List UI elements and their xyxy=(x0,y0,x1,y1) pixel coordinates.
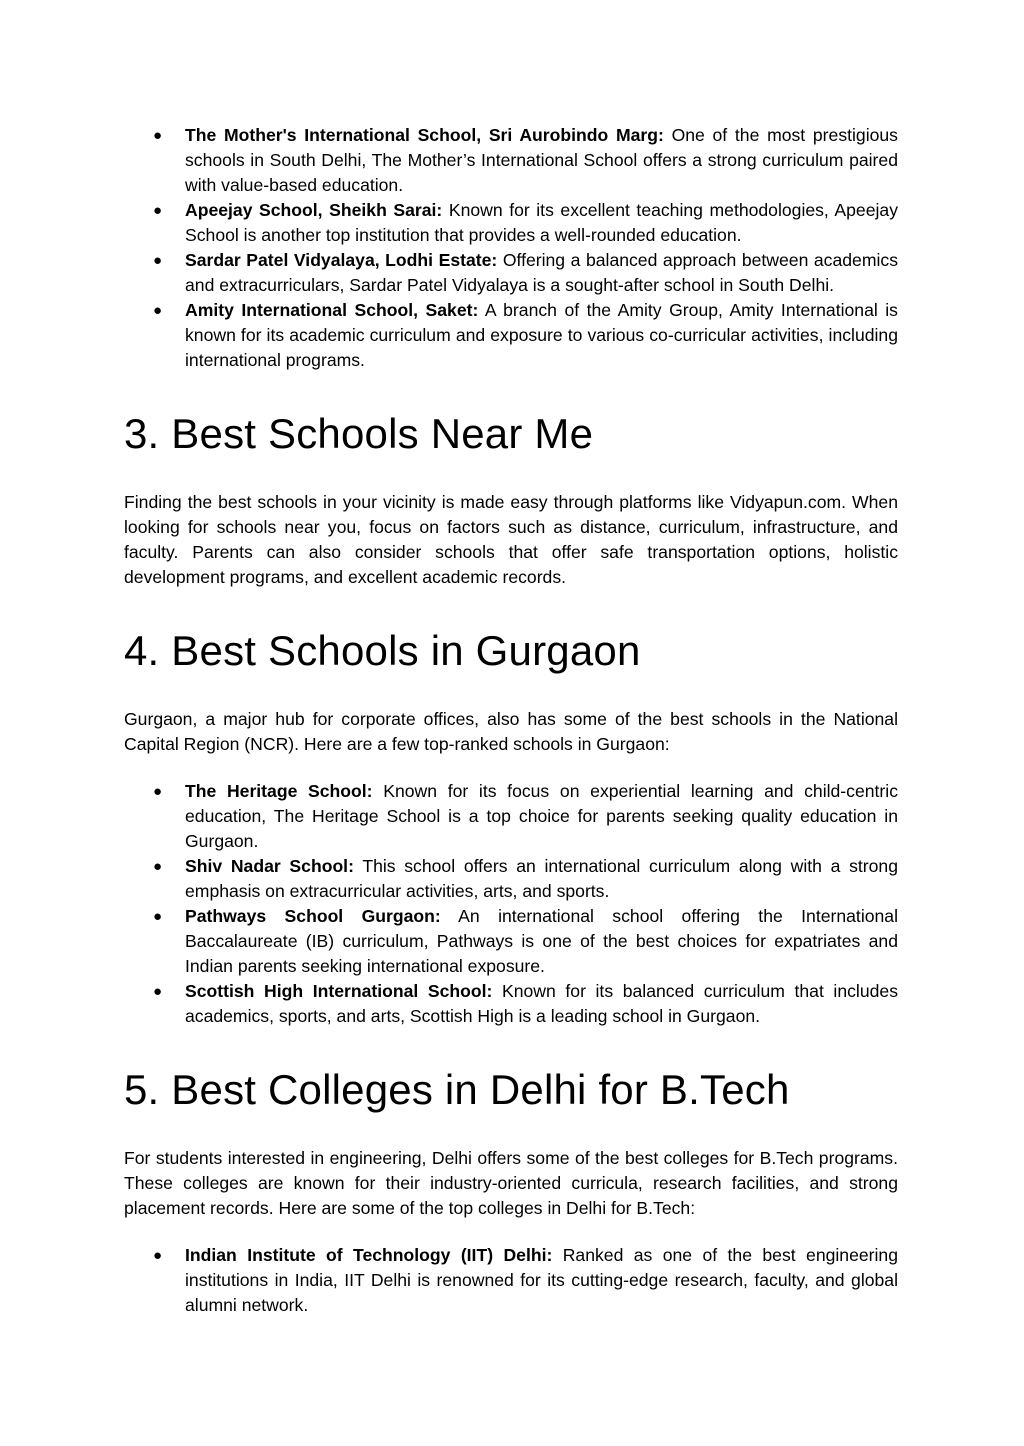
btech-college-list xyxy=(124,1243,898,1318)
list-item xyxy=(124,1243,898,1318)
school-description: This school offers an international curriculum along with a strong emphasis on extracurricular activities, arts, and sports. xyxy=(185,856,898,901)
college-description: Ranked as one of the best engineering institutions in India, IIT Delhi is renowned for its cutting-edge research, faculty, and global alumni network. xyxy=(185,1245,898,1315)
section-paragraph-colleges-btech: For students interested in engineering, Delhi offers some of the best colleges for B.Tech programs. These colleges are known for their industry-oriented curricula, research facilities, and strong placement records. Here are some of the top colleges in Delhi for B.Tech: xyxy=(124,1148,898,1218)
school-description: Offering a balanced approach between academics and extracurriculars, Sardar Patel Vidyalaya is a sought-after school in South Delhi. xyxy=(185,250,898,295)
list-item xyxy=(124,854,898,904)
list-item xyxy=(124,123,898,198)
bullet-icon: ● xyxy=(153,983,163,1000)
list-item xyxy=(124,779,898,854)
school-name: The Mother's International School, Sri Aurobindo Marg: xyxy=(185,125,664,145)
school-name: The Heritage School: xyxy=(185,781,373,801)
bullet-icon: ● xyxy=(153,252,163,269)
school-description: One of the most prestigious schools in South Delhi, The Mother’s International School offers a strong curriculum paired with value-based education. xyxy=(185,125,898,195)
bullet-icon: ● xyxy=(153,783,163,800)
section-heading-schools-near-me: 3. Best Schools Near Me xyxy=(124,410,594,457)
gurgaon-school-list xyxy=(124,779,898,1029)
school-description: An international school offering the International Baccalaureate (IB) curriculum, Pathways is one of the best choices for expatriates and Indian parents seeking international exposure. xyxy=(185,906,898,976)
section-paragraph-schools-gurgaon: Gurgaon, a major hub for corporate offices, also has some of the best schools in the National Capital Region (NCR). Here are a few top-ranked schools in Gurgaon: xyxy=(124,709,898,754)
school-description: Known for its focus on experiential learning and child-centric education, The Heritage School is a top choice for parents seeking quality education in Gurgaon. xyxy=(185,781,898,851)
list-item xyxy=(124,979,898,1029)
school-name: Pathways School Gurgaon: xyxy=(185,906,441,926)
list-item xyxy=(124,198,898,248)
bullet-icon: ● xyxy=(153,908,163,925)
school-name: Sardar Patel Vidyalaya, Lodhi Estate: xyxy=(185,250,498,270)
list-item xyxy=(124,248,898,298)
list-item xyxy=(124,298,898,373)
bullet-icon: ● xyxy=(153,127,163,144)
school-name: Apeejay School, Sheikh Sarai: xyxy=(185,200,443,220)
school-description: Known for its excellent teaching methodologies, Apeejay School is another top institution that provides a well-rounded education. xyxy=(185,200,898,245)
school-description: A branch of the Amity Group, Amity International is known for its academic curriculum and exposure to various co-curricular activities, including international programs. xyxy=(185,300,898,370)
bullet-icon: ● xyxy=(153,302,163,319)
section-heading-schools-gurgaon: 4. Best Schools in Gurgaon xyxy=(124,627,641,674)
college-name: Indian Institute of Technology (IIT) Delhi: xyxy=(185,1245,553,1265)
section-heading-colleges-btech: 5. Best Colleges in Delhi for B.Tech xyxy=(124,1066,790,1113)
bullet-icon: ● xyxy=(153,858,163,875)
section-paragraph-schools-near-me: Finding the best schools in your vicinity is made easy through platforms like Vidyapun.com. When looking for schools near you, focus on factors such as distance, curriculum, infrastructure, and faculty. Parents can also consider schools that offer safe transportation options, holistic development programs, and excellent academic records. xyxy=(124,492,898,587)
school-name: Shiv Nadar School: xyxy=(185,856,354,876)
south-delhi-school-list xyxy=(124,123,898,373)
list-item xyxy=(124,904,898,979)
school-name: Amity International School, Saket: xyxy=(185,300,479,320)
school-name: Scottish High International School: xyxy=(185,981,493,1001)
school-description: Known for its balanced curriculum that includes academics, sports, and arts, Scottish High is a leading school in Gurgaon. xyxy=(185,981,898,1026)
bullet-icon: ● xyxy=(153,202,163,219)
bullet-icon: ● xyxy=(153,1247,163,1264)
